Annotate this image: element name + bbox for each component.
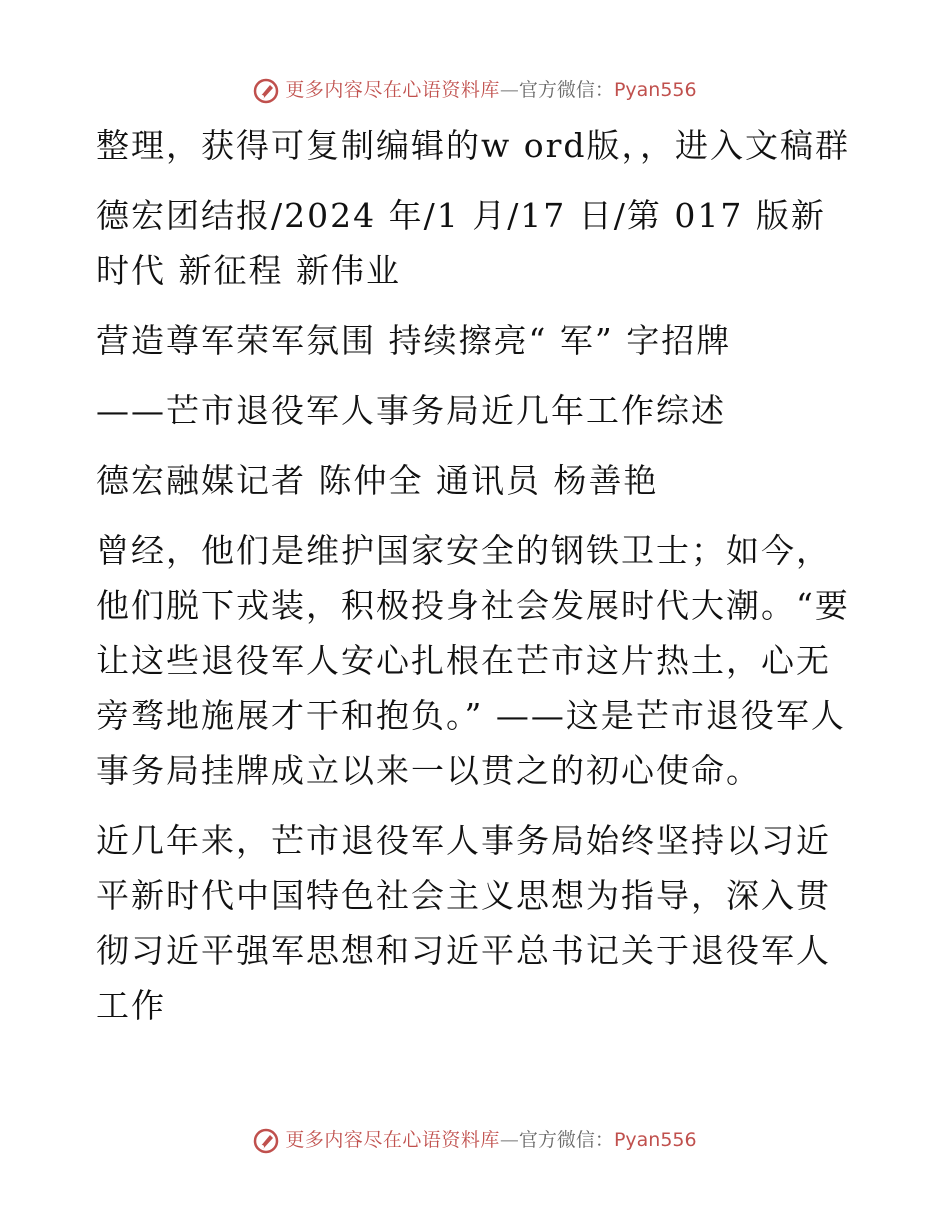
byline: 德宏融媒记者 陈仲全 通讯员 杨善艳 (96, 461, 659, 500)
article-subtitle: ——芒市退役军人事务局近几年工作综述 (96, 391, 726, 430)
header-watermark (0, 76, 950, 104)
pen-nib-circle-icon (253, 1128, 279, 1154)
document-body (96, 118, 856, 1033)
watermark-wechat-id: Pyan556 (613, 1129, 697, 1151)
watermark-dash: — (499, 1129, 519, 1151)
source-line: 德宏团结报/2024 年/1 月/17 日/第 017 版新时代 新征程 新伟业 (96, 196, 826, 290)
pen-nib-circle-icon (253, 78, 279, 104)
watermark-wechat-label: 官方微信： (518, 79, 614, 101)
watermark-dash: — (499, 79, 519, 101)
body-paragraph: 曾经，他们是维护国家安全的钢铁卫士；如今，他们脱下戎装，积极投身社会发展时代大潮。“要让这些退役军人安心扎根在芒市这片热土，心无旁骛地施展才干和抱负。” ——这是芒市退役军人事务局挂牌成立以来一以贯之的初心使命。 (96, 531, 850, 790)
watermark-wechat-label: 官方微信： (518, 1129, 614, 1151)
body-paragraph: 近几年来，芒市退役军人事务局始终坚持以习近平新时代中国特色社会主义思想为指导，深入贯彻习近平强军思想和习近平总书记关于退役军人工作 (96, 821, 831, 1025)
footer-watermark (0, 1126, 950, 1154)
watermark-wechat-id: Pyan556 (613, 79, 697, 101)
intro-paragraph: 整理，获得可复制编辑的w ord版，，进入文稿群 (96, 126, 851, 165)
article-title: 营造尊军荣军氛围 持续擦亮“ 军” 字招牌 (96, 321, 732, 360)
watermark-text: 更多内容尽在心语资料库 (285, 1129, 500, 1151)
watermark-text: 更多内容尽在心语资料库 (285, 79, 500, 101)
